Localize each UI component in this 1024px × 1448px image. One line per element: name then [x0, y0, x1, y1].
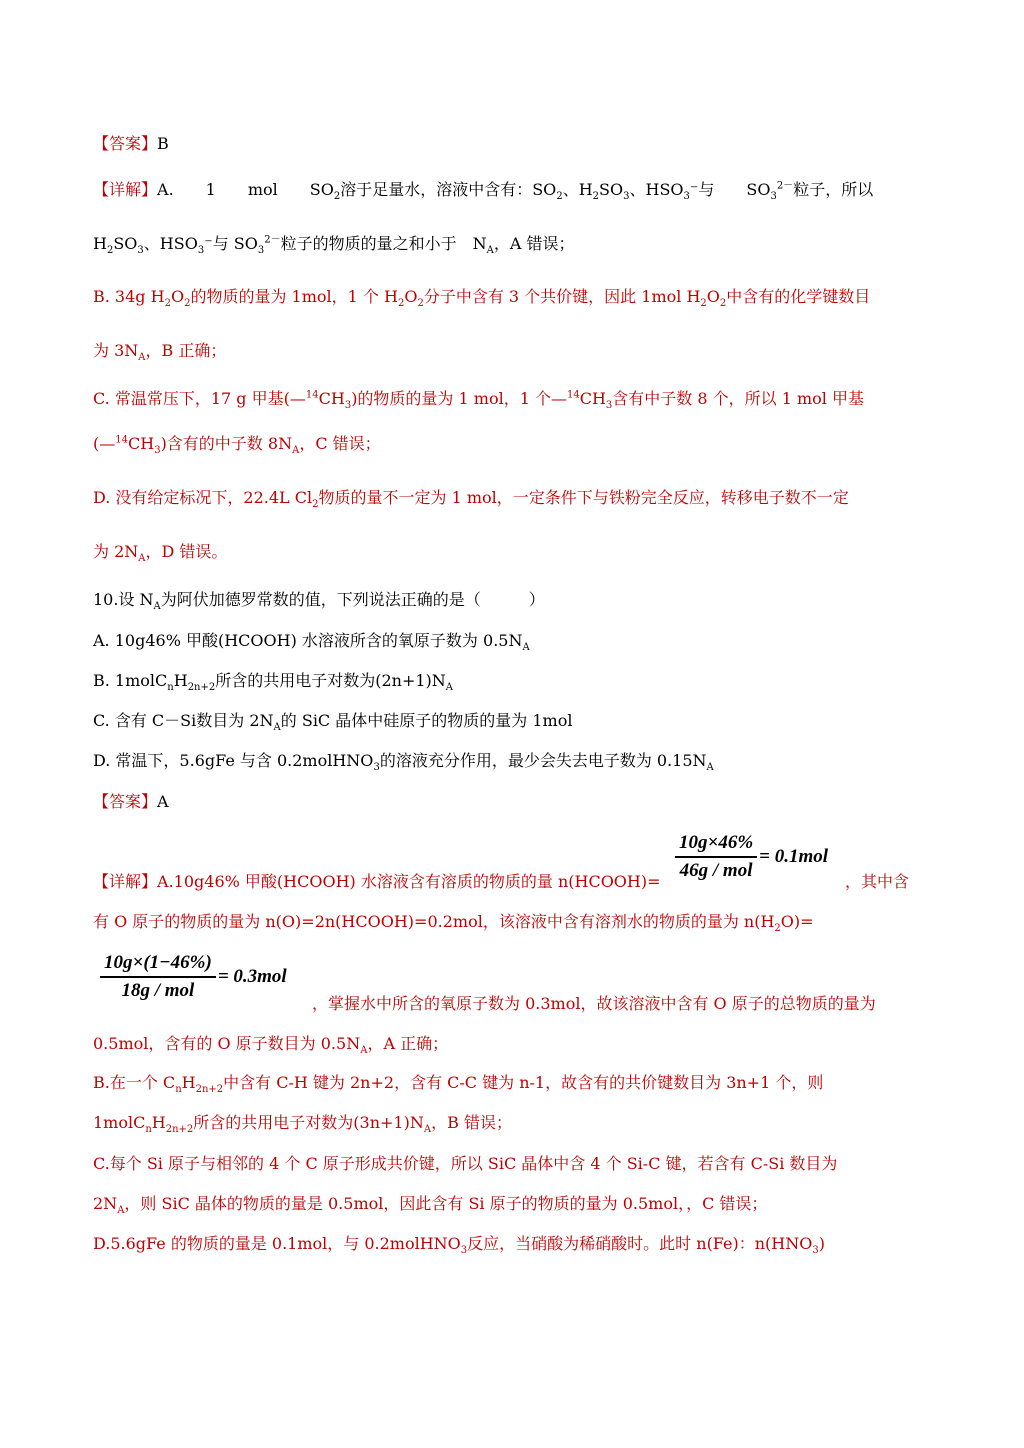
text-segment: H: [151, 1113, 166, 1132]
text-segment: 、HSO: [629, 180, 684, 199]
subscript: A: [486, 245, 494, 257]
detail2-a1-text: A.10g46% 甲酸(HCOOH) 水溶液含有溶质的物质的量 n(HCOOH)=: [157, 872, 661, 891]
text-segment: 为 2N: [93, 542, 139, 561]
subscript: 2: [417, 298, 424, 310]
formula-fraction-2: [100, 952, 287, 1002]
text-segment: CH: [318, 389, 345, 408]
subscript: 3: [257, 245, 265, 257]
subscript: 2n+2: [187, 682, 216, 694]
text-segment: D.5.6gFe 的物质的量是 0.1mol，与 0.2molHNO: [93, 1234, 461, 1253]
subscript: 2n+2: [165, 1124, 194, 1136]
subscript: 3: [605, 400, 613, 412]
subscript: 2: [700, 298, 707, 310]
detail1-line-b2: [93, 341, 227, 364]
text-segment: C. 常温常压下，17 g 甲基(—: [93, 389, 306, 408]
subscript: n: [145, 1124, 152, 1136]
subscript: A: [117, 1205, 125, 1217]
answer-label: 【答案】: [93, 134, 158, 153]
fraction-denominator: 18g / mol: [121, 980, 195, 1001]
subscript: 3: [623, 191, 630, 203]
text-segment: 溶于足量水，溶液中含有：SO: [340, 180, 557, 199]
text-segment: ，D 错误。: [145, 542, 228, 561]
detail2-line-a4: [93, 1034, 449, 1057]
answer-value: A: [157, 792, 169, 811]
text-segment: 所含的共用电子对数为(3n+1)N: [193, 1113, 424, 1132]
subscript: 2n+2: [195, 1084, 224, 1096]
fraction-numerator: 10g×(1−46%): [100, 952, 216, 978]
text-segment: 、HSO: [143, 234, 198, 253]
detail1-line-d2: [93, 542, 228, 565]
fraction-numerator: 10g×46%: [675, 832, 757, 858]
text-segment: (—: [93, 434, 116, 453]
subscript: 2: [556, 191, 563, 203]
text-segment: B. 34g H: [93, 287, 165, 306]
text-segment: )含有的中子数 8N: [160, 434, 293, 453]
text-segment: CH: [127, 434, 155, 453]
answer-value: B: [157, 134, 169, 153]
detail1-line-c2: [93, 434, 381, 457]
detail2-line-a3: [312, 994, 876, 1014]
detail2-line-c1: [93, 1154, 837, 1174]
superscript: 2－: [776, 180, 794, 192]
detail1-line-c1: [93, 389, 865, 412]
text-segment: O: [170, 287, 185, 306]
question-10-option-a: [93, 631, 530, 654]
text-segment: C.每个 Si 原子与相邻的 4 个 C 原子形成共价键，所以 SiC 晶体中含 4 个 Si-C 键，若含有 C-Si 数目为: [93, 1154, 838, 1173]
subscript: A: [522, 642, 530, 654]
subscript: A: [445, 682, 454, 694]
subscript: A: [360, 1045, 368, 1057]
subscript: 3: [683, 191, 690, 203]
superscript: 14: [305, 389, 319, 401]
text-segment: ，B 错误；: [431, 1113, 512, 1132]
question-10-option-c: [93, 711, 573, 734]
subscript: 3: [373, 762, 380, 774]
answer-2-line: [93, 792, 169, 812]
question-10-option-b: [93, 671, 454, 694]
subscript: 3: [344, 400, 352, 412]
subscript: 3: [197, 245, 205, 257]
detail1-line-a1: [93, 180, 874, 203]
text-segment: ，则 SiC 晶体的物质的量是 0.5mol，因此含有 Si 原子的物质的量为 0.5mol，，C 错误；: [124, 1194, 768, 1213]
text-segment: A. 10g46% 甲酸(HCOOH) 水溶液所含的氧原子数为 0.5N: [93, 631, 523, 650]
question-10-stem: [93, 590, 545, 613]
text-segment: 粒子，所以: [793, 180, 874, 199]
detail2-line-a2: [93, 912, 814, 935]
subscript: 2: [333, 191, 341, 203]
subscript: 2: [397, 298, 405, 310]
text-segment: 粒子的物质的量之和小于 N: [280, 234, 487, 253]
text-segment: ⁻与 SO: [689, 180, 771, 199]
text-segment: 为阿伏加德罗常数的值，下列说法正确的是（ ）: [160, 590, 545, 609]
text-segment: 0.5mol，含有的 O 原子数目为 0.5N: [93, 1034, 361, 1053]
detail2-line-d1: [93, 1234, 825, 1257]
text-segment: 、H: [562, 180, 593, 199]
superscript: 14: [115, 434, 128, 446]
subscript: A: [273, 722, 281, 734]
subscript: A: [292, 445, 300, 457]
detail2-line-a1: [93, 872, 661, 892]
detail-label: 【详解】: [93, 180, 158, 199]
text-segment: 中含有 C-H 键为 2n+2，含有 C-C 键为 n-1，故含有的共价键数目为 3n+1 个，则: [223, 1073, 824, 1092]
text-segment: 的 SiC 晶体中硅原子的物质的量为 1mol: [280, 711, 573, 730]
text-segment: 1molC: [93, 1113, 146, 1132]
text-segment: H: [181, 1073, 196, 1092]
text-segment: B. 1molC: [93, 671, 168, 690]
text-segment: SO: [113, 234, 138, 253]
subscript: A: [423, 1124, 432, 1136]
text-segment: 有 O 原子的物质的量为 n(O)=2n(HCOOH)=0.2mol，该溶液中含有溶剂水的物质的量为 n(H: [93, 912, 775, 931]
subscript: 2: [774, 923, 781, 935]
detail1-a1-text: [157, 180, 874, 203]
text-segment: CH: [579, 389, 606, 408]
detail2-line-b2: [93, 1113, 512, 1136]
fraction-denominator: 46g / mol: [679, 860, 753, 881]
text-segment: 2N: [93, 1194, 118, 1213]
text-segment: 物质的量不一定为 1 mol，一定条件下与铁粉完全反应，转移电子数不一定: [318, 488, 849, 507]
text-segment: B.在一个 C: [93, 1073, 176, 1092]
text-segment: SO: [599, 180, 624, 199]
text-segment: 分子中含有 3 个共价键，因此 1mol H: [423, 287, 701, 306]
subscript: A: [706, 762, 714, 774]
text-segment: 中含有的化学键数目: [726, 287, 871, 306]
subscript: 2: [592, 191, 600, 203]
text-segment: A. 1 mol SO: [157, 180, 334, 199]
question-10-option-d: [93, 751, 714, 774]
subscript: 2: [106, 245, 114, 257]
detail1-line-d1: [93, 488, 849, 511]
subscript: 3: [770, 191, 777, 203]
text-segment: 的溶液充分作用，最少会失去电子数为 0.15N: [379, 751, 707, 770]
answer-label: 【答案】: [93, 792, 158, 811]
text-segment: 的物质的量为 1mol，1 个 H: [190, 287, 398, 306]
text-segment: ⁻与 SO: [204, 234, 258, 253]
fraction-result: = 0.3mol: [217, 966, 287, 987]
subscript: 3: [460, 1245, 468, 1257]
subscript: A: [138, 352, 146, 364]
subscript: 3: [812, 1245, 819, 1257]
text-segment: )的物质的量为 1 mol，1 个—: [351, 389, 567, 408]
superscript: 14: [566, 389, 580, 401]
answer-1-line: [93, 134, 169, 154]
text-segment: 为 3N: [93, 341, 139, 360]
subscript: 3: [154, 445, 161, 457]
subscript: n: [167, 682, 174, 694]
detail2-line-b1: [93, 1073, 824, 1096]
subscript: 2: [719, 298, 727, 310]
subscript: 2: [164, 298, 171, 310]
text-segment: ): [818, 1234, 825, 1253]
text-segment: H: [93, 234, 107, 253]
subscript: A: [153, 601, 161, 613]
text-segment: O)=: [780, 912, 814, 931]
text-segment: ，掌握水中所含的氧原子数为 0.3mol，故该溶液中含有 O 原子的总物质的量为: [312, 994, 876, 1013]
detail1-line-a2: [93, 234, 575, 257]
fraction-result: = 0.1mol: [759, 846, 829, 867]
text-segment: ，C 错误；: [299, 434, 381, 453]
text-segment: O: [706, 287, 720, 306]
text-segment: ，A 正确；: [367, 1034, 449, 1053]
subscript: n: [175, 1084, 182, 1096]
formula-fraction-1: [675, 832, 828, 882]
text-segment: 所含的共用电子对数为(2n+1)N: [215, 671, 446, 690]
subscript: 2: [312, 499, 319, 511]
text-segment: D. 常温下，5.6gFe 与含 0.2molHNO: [93, 751, 374, 770]
subscript: 2: [184, 298, 191, 310]
text-segment: 含有中子数 8 个，所以 1 mol 甲基: [612, 389, 865, 408]
text-segment: 反应，当硝酸为稀硝酸时。此时 n(Fe)：n(HNO: [467, 1234, 813, 1253]
text-segment: H: [173, 671, 188, 690]
text-segment: D. 没有给定标况下，22.4L Cl: [93, 488, 313, 507]
text-segment: 10.设 N: [93, 590, 154, 609]
detail2-line-c2: [93, 1194, 768, 1217]
text-segment: ，B 正确；: [145, 341, 227, 360]
superscript: 2－: [264, 234, 281, 246]
text-segment: ，A 错误；: [493, 234, 575, 253]
detail-label: 【详解】: [93, 872, 158, 891]
subscript: A: [138, 553, 146, 565]
detail2-a1-tail: ，其中含: [845, 872, 910, 891]
detail1-line-b1: [93, 287, 871, 310]
text-segment: C. 含有 C－Si数目为 2N: [93, 711, 274, 730]
subscript: 3: [137, 245, 144, 257]
text-segment: O: [404, 287, 418, 306]
